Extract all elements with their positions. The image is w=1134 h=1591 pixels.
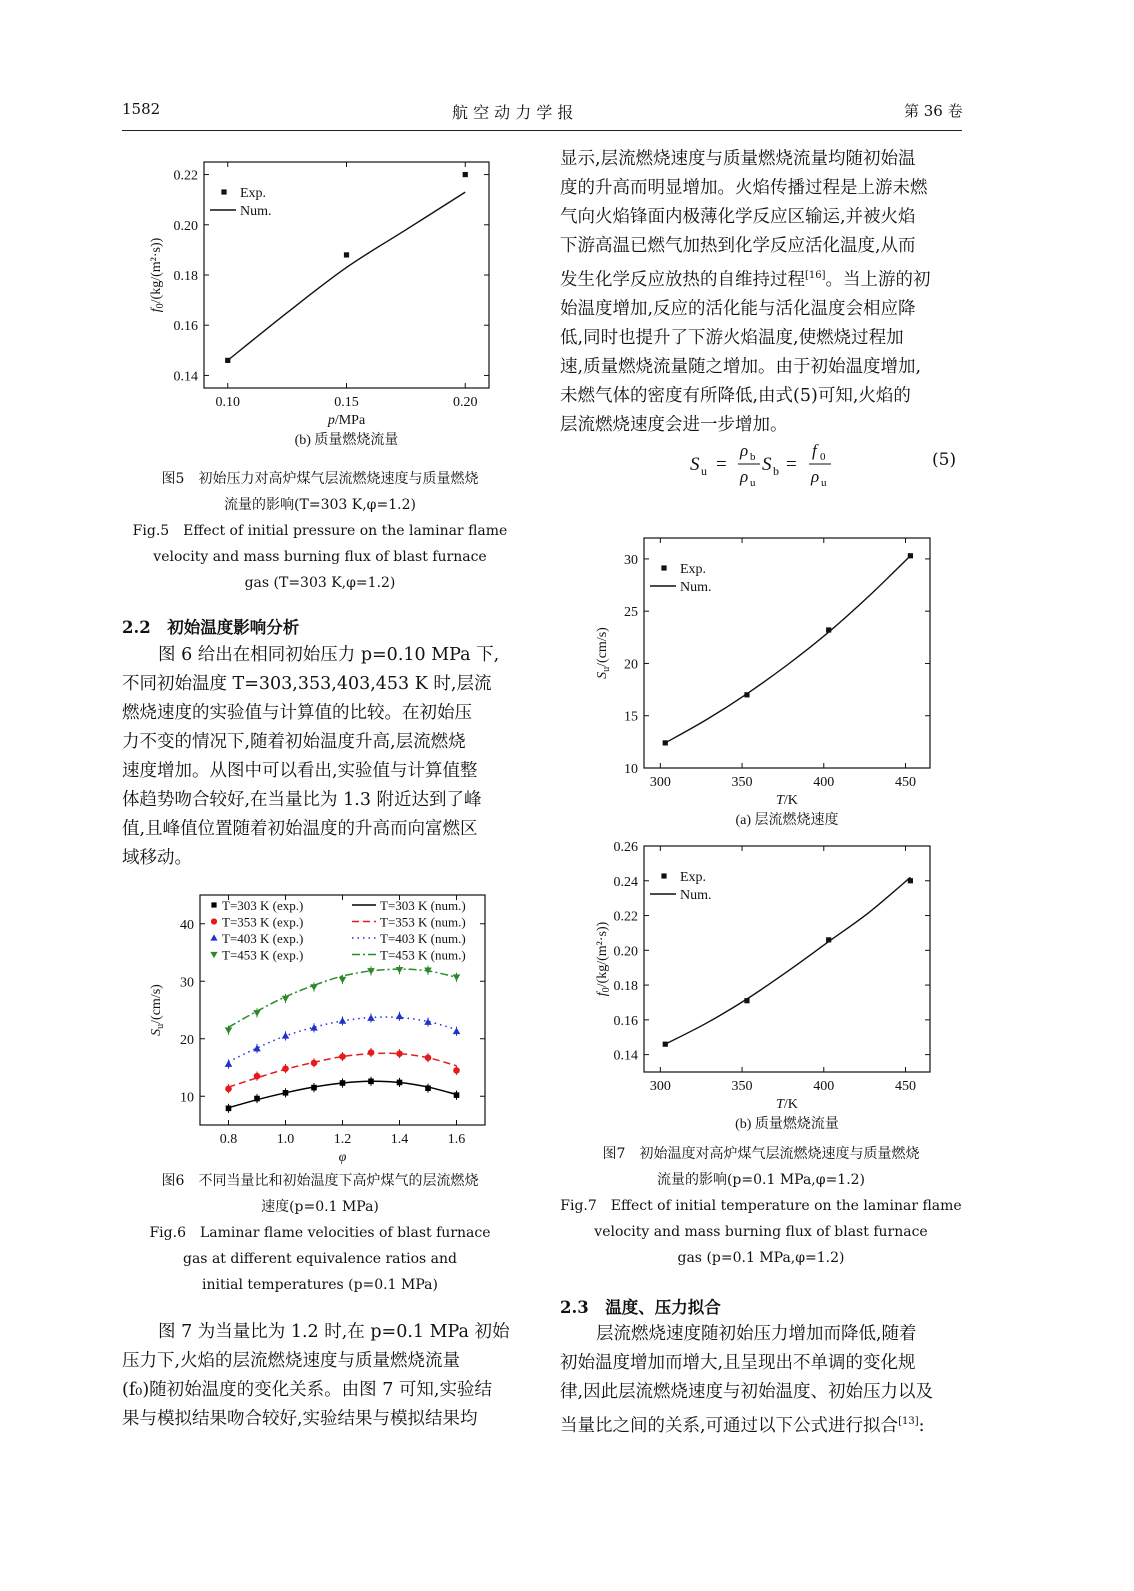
y-tick-label: 40 bbox=[180, 917, 194, 933]
figure-6-caption-en-line: initial temperatures (p=0.1 MPa) bbox=[202, 1277, 438, 1293]
exp-data-point bbox=[663, 1042, 668, 1047]
text-line: 层流燃烧速度随初始压力增加而降低,随着 bbox=[596, 1324, 917, 1344]
exp-data-point bbox=[340, 1080, 346, 1086]
figure-5b-chart bbox=[140, 150, 520, 455]
legend-exp-label: T=303 K (exp.) bbox=[222, 898, 304, 913]
figure-6-caption-en-line: Fig.6 Laminar flame velocities of blast furnace bbox=[149, 1225, 491, 1241]
y-tick-label: 10 bbox=[624, 762, 638, 777]
exp-data-point bbox=[453, 974, 461, 981]
legend-exp-label: Exp. bbox=[240, 186, 267, 201]
header-rule bbox=[122, 130, 962, 131]
text-line: 下游高温已燃气加热到化学反应活化温度,从而 bbox=[560, 236, 916, 256]
figure-6-caption bbox=[120, 1168, 520, 1298]
journal-title: 航 空 动 力 学 报 bbox=[452, 103, 574, 122]
exp-data-point bbox=[826, 937, 831, 942]
figure-5-caption-en-line: velocity and mass burning flux of blast furnace bbox=[153, 549, 487, 565]
text-fragment: 发生化学反应放热的自维持过程 bbox=[560, 269, 805, 290]
section-2-3-title: 2.3 温度、压力拟合 bbox=[560, 1298, 721, 1317]
citation-13[interactable]: [13] bbox=[898, 1416, 919, 1427]
x-tick-label: 0.15 bbox=[334, 395, 359, 410]
text-line: 力不变的情况下,随着初始温度升高,层流燃烧 bbox=[122, 732, 466, 752]
y-axis-label: $S_u/(cm/s)$ bbox=[149, 984, 166, 1036]
text-line: 域移动。 bbox=[122, 848, 192, 868]
text-line: 压力下,火焰的层流燃烧速度与质量燃烧流量 bbox=[122, 1351, 461, 1371]
eq-f0: f bbox=[812, 441, 817, 460]
exp-data-point bbox=[397, 1080, 403, 1086]
legend-exp-marker bbox=[661, 565, 666, 570]
eq-sb: S bbox=[762, 454, 772, 475]
y-tick-label: 0.24 bbox=[613, 874, 638, 890]
y-axis-label: $S_u/(cm/s)$ bbox=[595, 627, 612, 679]
equation-number: (5) bbox=[932, 450, 957, 470]
y-tick-label: 0.14 bbox=[173, 369, 198, 385]
legend-exp-marker bbox=[221, 189, 226, 194]
figure-6-caption-en-line: gas at different equivalence ratios and bbox=[183, 1251, 457, 1267]
exp-data-point bbox=[339, 1053, 346, 1060]
exp-data-point bbox=[310, 984, 318, 991]
eq-rho-u-sub: u bbox=[750, 477, 756, 489]
section-2-2-title: 2.2 初始温度影响分析 bbox=[122, 618, 300, 637]
y-tick-label: 0.14 bbox=[613, 1048, 638, 1064]
text-line: 不同初始温度 T=303,353,403,453 K 时,层流 bbox=[122, 674, 492, 694]
x-tick-label: 1.0 bbox=[276, 1132, 295, 1147]
exp-data-point bbox=[744, 998, 749, 1003]
y-tick-label: 30 bbox=[180, 975, 194, 991]
exp-data-point bbox=[425, 1085, 431, 1091]
figure-5-caption-en-line: gas (T=303 K,φ=1.2) bbox=[244, 575, 396, 591]
legend-num-label: T=453 K (num.) bbox=[380, 947, 466, 963]
x-axis-label: T/K bbox=[776, 1097, 798, 1112]
exp-data-point bbox=[311, 1085, 317, 1091]
exp-data-point bbox=[311, 1060, 318, 1067]
eq-rho-u-2-sub: u bbox=[821, 477, 827, 489]
x-tick-label: 300 bbox=[649, 1079, 671, 1094]
figure-7-caption bbox=[560, 1141, 962, 1271]
y-tick-label: 15 bbox=[624, 709, 638, 725]
text-line: 值,且峰值位置随着初始温度的升高而向富燃区 bbox=[122, 819, 478, 839]
y-tick-label: 0.20 bbox=[613, 944, 638, 960]
text-line: 度的升高而明显增加。火焰传播过程是上游未燃 bbox=[560, 178, 928, 198]
y-tick-label: 0.18 bbox=[173, 269, 198, 284]
text-line: 律,因此层流燃烧速度与初始温度、初始压力以及 bbox=[560, 1382, 934, 1402]
legend-num-label: Num. bbox=[680, 580, 712, 595]
figure-5-caption-cn-line: 图5 初始压力对高炉煤气层流燃烧速度与质量燃烧 bbox=[161, 471, 479, 487]
text-line: 体趋势吻合较好,在当量比为 1.3 附近达到了峰 bbox=[122, 790, 482, 810]
y-tick-label: 0.26 bbox=[613, 840, 638, 855]
exp-data-point bbox=[339, 977, 347, 984]
y-tick-label: 20 bbox=[180, 1032, 194, 1048]
x-tick-label: 450 bbox=[894, 775, 916, 790]
text-fragment: 。当上游的初 bbox=[825, 269, 931, 290]
exp-data-point bbox=[339, 1017, 347, 1024]
legend-exp-label: Exp. bbox=[680, 870, 707, 885]
legend-exp-marker bbox=[661, 873, 666, 878]
figure-7-caption-en-line: gas (p=0.1 MPa,φ=1.2) bbox=[677, 1250, 845, 1266]
text-line: 气向火焰锋面内极薄化学反应区输运,并被火焰 bbox=[560, 207, 916, 227]
section-2-3-body bbox=[560, 1320, 962, 1441]
x-tick-label: 300 bbox=[649, 775, 671, 790]
text-line: (f₀)随初始温度的变化关系。由图 7 可知,实验结 bbox=[122, 1380, 492, 1400]
exp-data-point bbox=[908, 878, 913, 883]
text-line: 层流燃烧速度会进一步增加。 bbox=[560, 414, 788, 435]
x-tick-label: 1.4 bbox=[390, 1132, 409, 1147]
exp-data-point bbox=[744, 692, 749, 697]
chart-subtitle: (a) 层流燃烧速度 bbox=[735, 813, 839, 828]
x-tick-label: 450 bbox=[894, 1079, 916, 1094]
x-tick-label: 350 bbox=[731, 1079, 753, 1094]
exp-data-point bbox=[908, 553, 913, 558]
legend-num-label: Num. bbox=[240, 204, 272, 219]
legend-exp-marker bbox=[211, 918, 217, 924]
x-tick-label: 350 bbox=[731, 775, 753, 790]
text-line: 速,质量燃烧流量随之增加。由于初始温度增加, bbox=[560, 356, 922, 377]
figure-5-caption bbox=[120, 466, 520, 596]
exp-data-point bbox=[225, 1027, 233, 1034]
figure-7b-chart bbox=[580, 838, 960, 1143]
text-line: 显示,层流燃烧速度与质量燃烧流量均随初始温 bbox=[560, 149, 916, 169]
exp-data-point bbox=[454, 1092, 460, 1098]
exp-data-point bbox=[368, 1049, 375, 1056]
y-tick-label: 20 bbox=[624, 657, 638, 673]
exp-data-point bbox=[826, 627, 831, 632]
exp-data-point bbox=[663, 740, 668, 745]
exp-data-point bbox=[225, 1060, 233, 1067]
eq-rho-u-2: ρ bbox=[811, 467, 820, 486]
eq-equals-1: = bbox=[716, 454, 727, 475]
text-line: 始温度增加,反应的活化能与活化温度会相应降 bbox=[560, 298, 916, 319]
x-axis-label: φ bbox=[338, 1150, 347, 1165]
legend-exp-marker bbox=[211, 902, 216, 907]
eq-f0-sub: 0 bbox=[820, 451, 826, 463]
right-top-paragraph bbox=[560, 145, 962, 440]
exp-data-point bbox=[396, 1013, 404, 1020]
text-line: 低,同时也提升了下游火焰温度,使燃烧过程加 bbox=[560, 327, 904, 348]
exp-data-point bbox=[396, 1050, 403, 1057]
legend-num-label: T=353 K (num.) bbox=[380, 914, 466, 930]
x-tick-label: 400 bbox=[813, 1079, 835, 1094]
eq-rho-u: ρ bbox=[740, 467, 749, 486]
text-fragment: : bbox=[918, 1415, 925, 1436]
chart-subtitle: (b) 质量燃烧流量 bbox=[735, 1117, 839, 1132]
text-line: 初始温度增加而增大,且呈现出不单调的变化规 bbox=[560, 1353, 916, 1373]
fig7-intro-paragraph bbox=[122, 1318, 522, 1434]
citation-16[interactable]: [16] bbox=[805, 270, 826, 281]
exp-data-point bbox=[282, 1065, 289, 1072]
exp-data-point bbox=[253, 1010, 261, 1017]
y-tick-label: 0.16 bbox=[173, 319, 198, 335]
figure-7-caption-cn-line: 流量的影响(p=0.1 MPa,φ=1.2) bbox=[656, 1172, 866, 1188]
x-tick-label: 0.8 bbox=[219, 1132, 238, 1147]
legend-exp-label: T=453 K (exp.) bbox=[222, 947, 304, 963]
chart-subtitle: (b) 质量燃烧流量 bbox=[294, 433, 399, 448]
equation-5 bbox=[690, 436, 840, 492]
exp-data-point bbox=[283, 1090, 289, 1096]
figure-5-caption-en-line: Fig.5 Effect of initial pressure on the laminar flame bbox=[132, 523, 508, 539]
exp-data-point bbox=[226, 1106, 232, 1112]
y-axis-label: $f_0/(kg/(m^2\cdot s))$ bbox=[595, 921, 612, 997]
legend-exp-marker bbox=[210, 952, 217, 958]
text-line: 速度增加。从图中可以看出,实验值与计算值整 bbox=[122, 761, 478, 781]
text-line: 燃烧速度的实验值与计算值的比较。在初始压 bbox=[122, 703, 472, 723]
section-2-2-body bbox=[122, 641, 522, 873]
y-axis-label: $f_0/(kg/(m^2\cdot s))$ bbox=[149, 237, 166, 313]
y-tick-label: 0.20 bbox=[173, 218, 198, 234]
exp-data-point bbox=[225, 1085, 232, 1092]
x-tick-label: 1.6 bbox=[447, 1132, 466, 1147]
y-tick-label: 10 bbox=[180, 1090, 194, 1106]
legend-num-label: T=403 K (num.) bbox=[380, 931, 466, 946]
exp-data-point bbox=[463, 172, 468, 177]
legend-exp-label: T=403 K (exp.) bbox=[222, 931, 304, 946]
y-tick-label: 0.22 bbox=[173, 168, 198, 184]
series-1 bbox=[226, 1077, 460, 1113]
text-line: 未燃气体的密度有所降低,由式(5)可知,火焰的 bbox=[560, 385, 911, 406]
text-line: 图 7 为当量比为 1.2 时,在 p=0.1 MPa 初始 bbox=[158, 1322, 510, 1342]
eq-equals-2: = bbox=[786, 454, 797, 475]
exp-data-point bbox=[344, 252, 349, 257]
exp-data-point bbox=[453, 1027, 461, 1034]
exp-data-point bbox=[253, 1045, 261, 1052]
text-fragment: 当量比之间的关系,可通过以下公式进行拟合 bbox=[560, 1415, 899, 1436]
figure-7-caption-en-line: velocity and mass burning flux of blast furnace bbox=[594, 1224, 928, 1240]
y-tick-label: 25 bbox=[624, 605, 638, 621]
legend-exp-label: Exp. bbox=[680, 562, 707, 577]
text-line bbox=[560, 261, 962, 295]
legend-num-label: Num. bbox=[680, 888, 712, 903]
exp-data-point bbox=[367, 1014, 375, 1021]
exp-data-point bbox=[425, 1054, 432, 1061]
y-tick-label: 0.22 bbox=[613, 909, 638, 925]
page-number: 1582 bbox=[122, 100, 161, 118]
x-tick-label: 1.2 bbox=[333, 1132, 352, 1147]
y-tick-label: 0.16 bbox=[613, 1013, 638, 1029]
figure-7a-chart bbox=[580, 530, 960, 835]
text-line: 果与模拟结果吻合较好,实验结果与模拟结果均 bbox=[122, 1409, 478, 1429]
x-axis-label: T/K bbox=[776, 793, 798, 808]
figure-6-caption-cn-line: 图6 不同当量比和初始温度下高炉煤气的层流燃烧 bbox=[161, 1173, 479, 1189]
legend-exp-marker bbox=[210, 934, 217, 940]
exp-data-point bbox=[225, 358, 230, 363]
x-tick-label: 400 bbox=[813, 775, 835, 790]
legend-num-label: T=303 K (num.) bbox=[380, 898, 466, 913]
figure-6-chart bbox=[140, 885, 520, 1165]
eq-rho-b-sub: b bbox=[750, 451, 756, 463]
eq-su: S bbox=[690, 454, 700, 475]
text-line bbox=[560, 1407, 962, 1441]
x-axis-label: p/MPa bbox=[327, 413, 366, 428]
y-tick-label: 0.18 bbox=[613, 979, 638, 995]
exp-data-point bbox=[282, 996, 290, 1003]
exp-data-point bbox=[368, 1079, 374, 1085]
figure-7-caption-cn-line: 图7 初始温度对高炉煤气层流燃烧速度与质量燃烧 bbox=[602, 1146, 920, 1162]
figure-5-caption-cn-line: 流量的影响(T=303 K,φ=1.2) bbox=[224, 497, 416, 513]
text-line: 图 6 给出在相同初始压力 p=0.10 MPa 下, bbox=[158, 645, 500, 665]
eq-rho-b: ρ bbox=[740, 441, 749, 460]
legend-exp-label: T=353 K (exp.) bbox=[222, 914, 304, 930]
figure-7-caption-en-line: Fig.7 Effect of initial temperature on the laminar flame bbox=[560, 1198, 962, 1214]
exp-data-point bbox=[254, 1096, 260, 1102]
volume-label: 第 36 卷 bbox=[904, 102, 963, 120]
eq-sb-sub: b bbox=[773, 464, 779, 478]
y-tick-label: 30 bbox=[624, 552, 638, 568]
x-tick-label: 0.20 bbox=[453, 395, 478, 410]
eq-su-sub: u bbox=[701, 464, 707, 478]
x-tick-label: 0.10 bbox=[215, 395, 240, 410]
exp-data-point bbox=[282, 1032, 290, 1039]
exp-data-point bbox=[254, 1073, 261, 1080]
exp-data-point bbox=[453, 1067, 460, 1074]
exp-data-point bbox=[396, 967, 404, 974]
figure-6-caption-cn-line: 速度(p=0.1 MPa) bbox=[261, 1199, 379, 1215]
